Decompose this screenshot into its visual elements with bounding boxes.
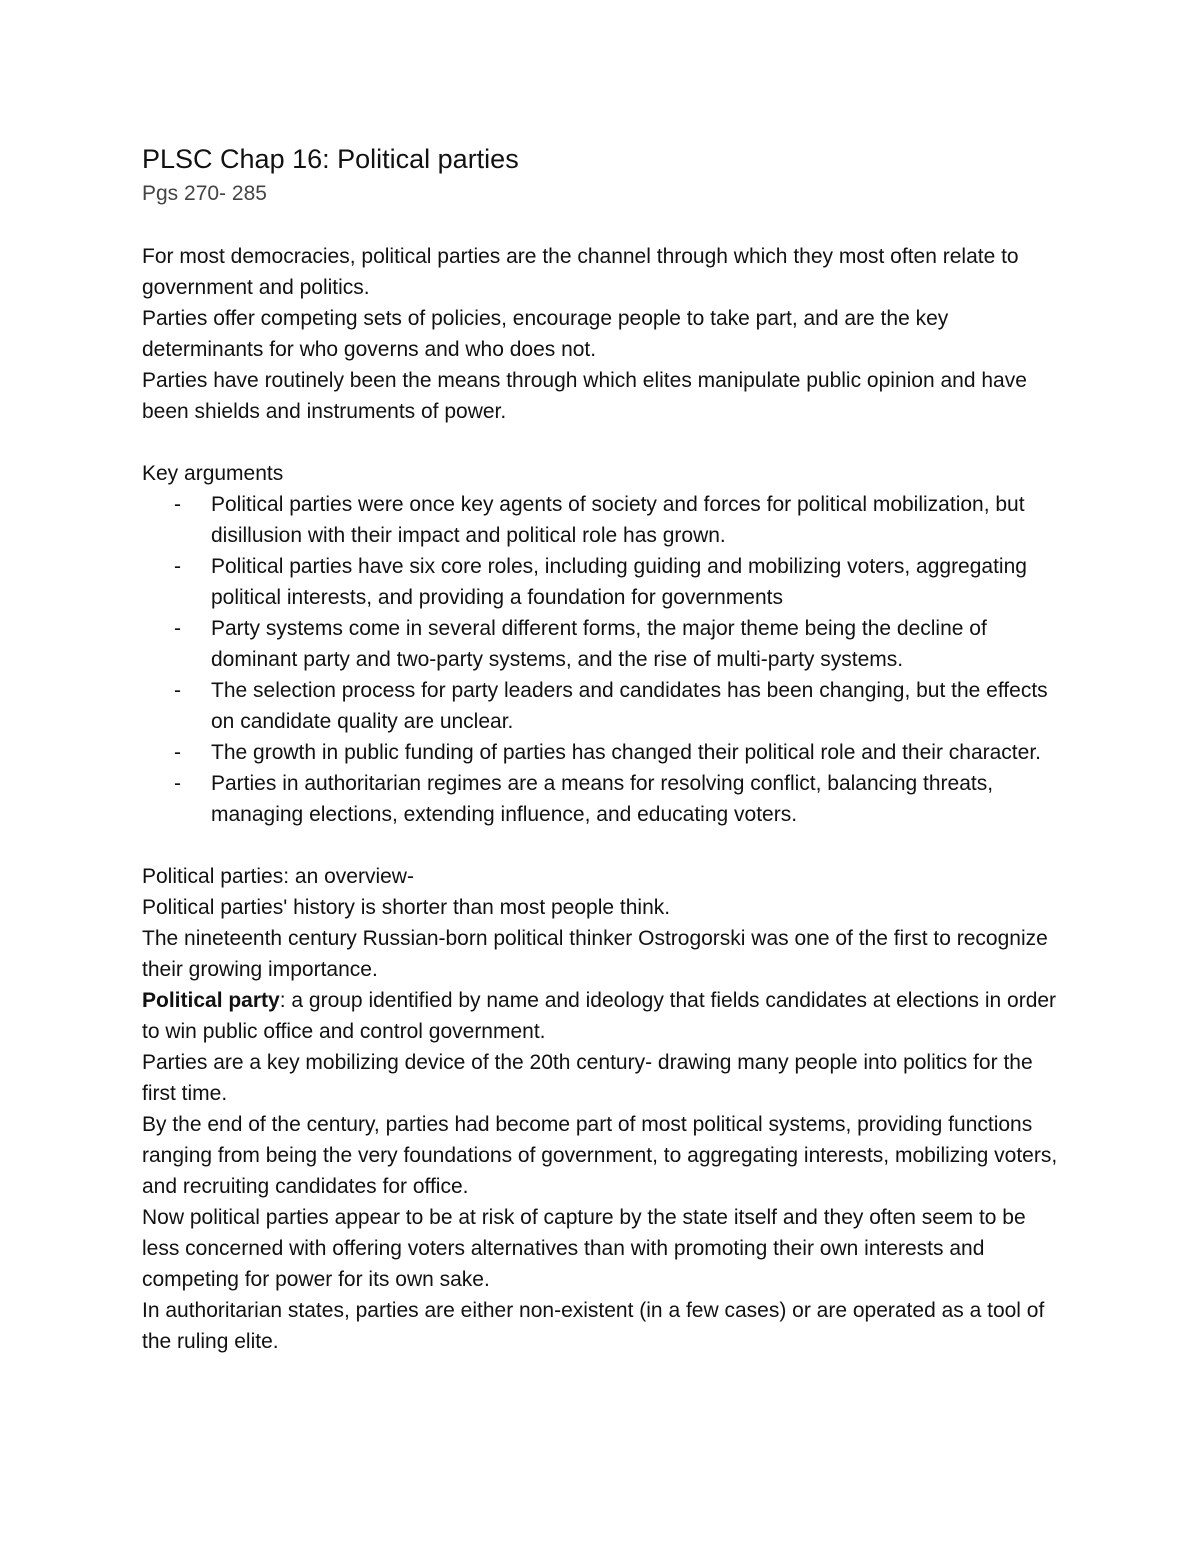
overview-paragraph-1: Political parties' history is shorter than most people think.	[142, 896, 671, 919]
list-item-text: Political parties were once key agents of society and forces for political mobilization, but disillusion with their impact and political role has grown.	[211, 493, 1025, 547]
bullet-dash: -	[174, 493, 181, 516]
overview-heading: Political parties: an overview-	[142, 865, 414, 888]
list-item-text: The growth in public funding of parties has changed their political role and their character.	[211, 741, 1041, 764]
list-item	[142, 551, 1062, 613]
definition-term: Political party	[142, 989, 280, 1012]
bullet-dash: -	[174, 555, 181, 578]
list-item	[142, 768, 1062, 830]
key-arguments-heading: Key arguments	[142, 462, 284, 485]
document-title: PLSC Chap 16: Political parties	[142, 144, 519, 174]
bullet-dash: -	[174, 679, 181, 702]
overview-paragraph-3: Parties are a key mobilizing device of the 20th century- drawing many people into politics for the first time.	[142, 1051, 1033, 1105]
list-item	[142, 489, 1062, 551]
list-item	[142, 675, 1062, 737]
definition-text: : a group identified by name and ideology that fields candidates at elections in order to win public office and control government.	[142, 989, 1057, 1043]
overview-paragraph-5: Now political parties appear to be at risk of capture by the state itself and they often seem to be less concerned with offering voters alternatives than with promoting their own interests and competing for power for its own sake.	[142, 1206, 1026, 1291]
overview-paragraph-2: The nineteenth century Russian-born political thinker Ostrogorski was one of the first to recognize their growing importance.	[142, 927, 1048, 981]
intro-paragraph-3: Parties have routinely been the means through which elites manipulate public opinion and have been shields and instruments of power.	[142, 369, 1027, 423]
intro-paragraph-1: For most democracies, political parties are the channel through which they most often relate to government and politics.	[142, 245, 1019, 299]
spacer	[142, 830, 1062, 861]
overview-paragraph-6: In authoritarian states, parties are either non-existent (in a few cases) or are operated as a tool of the ruling elite.	[142, 1299, 1045, 1353]
list-item-text: The selection process for party leaders and candidates has been changing, but the effects on candidate quality are unclear.	[211, 679, 1048, 733]
page-range: Pgs 270- 285	[142, 182, 267, 205]
definition-paragraph	[142, 985, 1062, 1047]
list-item-text: Party systems come in several different forms, the major theme being the decline of dominant party and two-party systems, and the rise of multi-party systems.	[211, 617, 987, 671]
bullet-dash: -	[174, 741, 181, 764]
overview-paragraph-4: By the end of the century, parties had become part of most political systems, providing functions ranging from being the very foundations of government, to aggregating interests, mobilizing voters, and recruiting candidates for office.	[142, 1113, 1058, 1198]
list-item-text: Political parties have six core roles, including guiding and mobilizing voters, aggregating political interests, and providing a foundation for governments	[211, 555, 1027, 609]
list-item	[142, 613, 1062, 675]
bullet-dash: -	[174, 617, 181, 640]
bullet-dash: -	[174, 772, 181, 795]
list-item	[142, 737, 1062, 768]
key-arguments-list	[142, 489, 1062, 830]
document-page	[142, 140, 1062, 1357]
intro-paragraph-2: Parties offer competing sets of policies, encourage people to take part, and are the key determinants for who governs and who does not.	[142, 307, 949, 361]
spacer	[142, 427, 1062, 458]
list-item-text: Parties in authoritarian regimes are a means for resolving conflict, balancing threats, managing elections, extending influence, and educating voters.	[211, 772, 994, 826]
